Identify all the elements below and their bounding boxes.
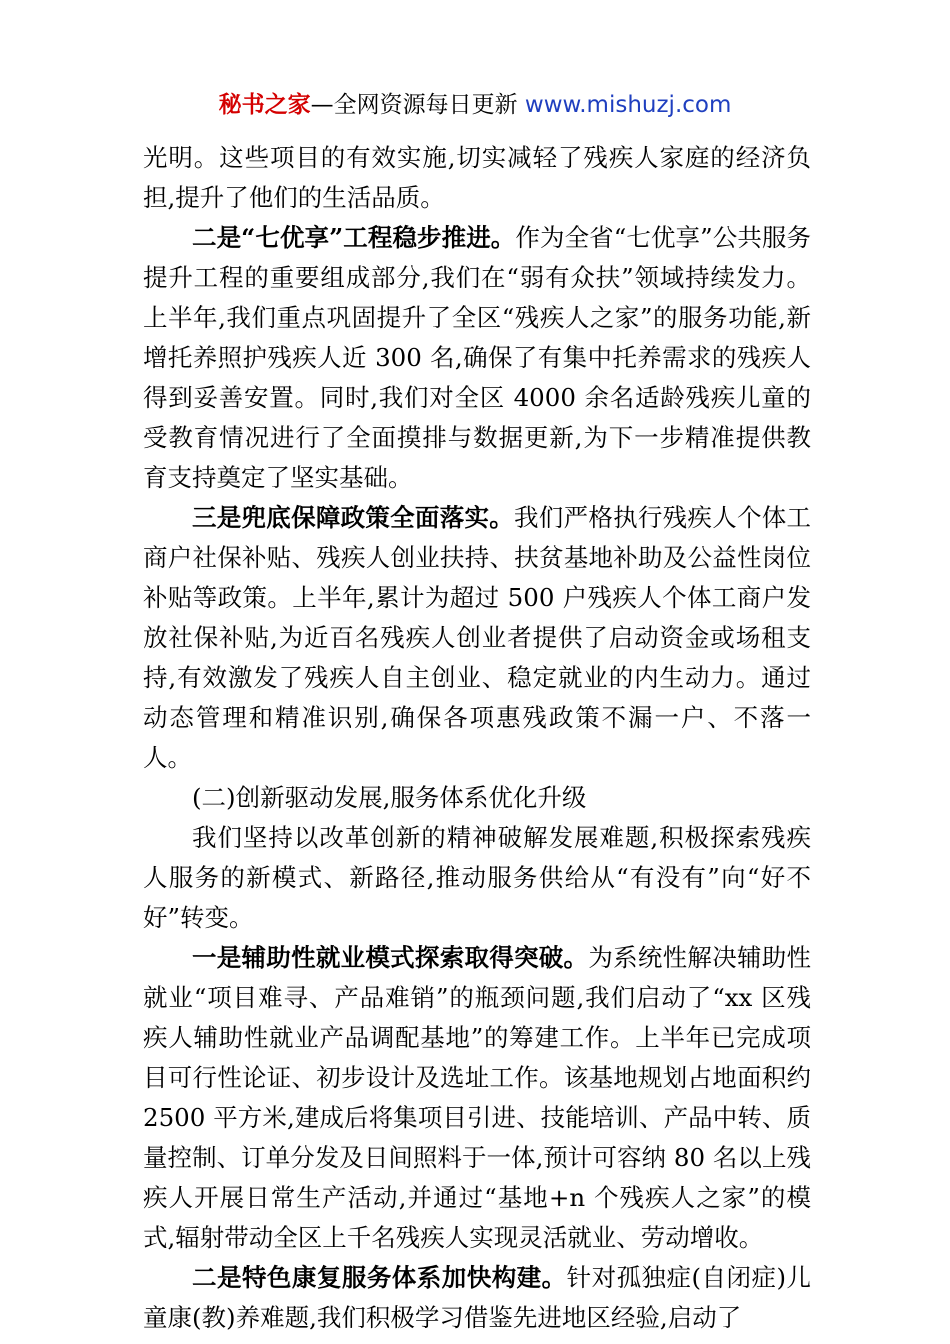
paragraph-lead: 二是“七优享”工程稳步推进。 <box>192 223 516 252</box>
paragraph-lead: 三是兜底保障政策全面落实。 <box>192 503 515 532</box>
paragraph-lead: 一是辅助性就业模式探索取得突破。 <box>192 943 589 972</box>
brand-name: 秘书之家 <box>218 92 311 118</box>
paragraph-text: 为系统性解决辅助性就业“项目难寻、产品难销”的瓶颈问题,我们启动了“xx 区残疾人辅助性就业产品调配基地”的筹建工作。上半年已完成项目可行性论证、初步设计及选址工作。该基地规划占地面积约 2500 平方米,建成后将集项目引进、技能培训、产品中转、质量控制、订单分发及日间照料于一体,预计可容纳 80 名以上残疾人开展日常生产活动,并通过“基地+n 个残疾人之家”的模式,辐射带动全区上千名残疾人实现灵活就业、劳动增收。 <box>143 943 812 1252</box>
paragraph-continuation: 光明。这些项目的有效实施,切实减轻了残疾人家庭的经济负担,提升了他们的生活品质。 <box>143 143 811 212</box>
paragraph-rehabilitation <box>143 1258 811 1338</box>
header-tagline: —全网资源每日更新 <box>310 92 525 118</box>
section-heading: (二)创新驱动发展,服务体系优化升级 <box>192 783 587 812</box>
page-header <box>0 88 950 122</box>
paragraph-lead: 二是特色康复服务体系加快构建。 <box>192 1263 567 1292</box>
paragraph-intro: 我们坚持以改革创新的精神破解发展难题,积极探索残疾人服务的新模式、新路径,推动服务供给从“有没有”向“好不好”转变。 <box>143 823 811 932</box>
site-link[interactable]: www.mishuzj.com <box>524 92 732 118</box>
paragraph-safety-net <box>143 498 811 778</box>
paragraph-supported-employment <box>143 938 811 1258</box>
document-body <box>143 138 811 1338</box>
paragraph-text: 我们严格执行残疾人个体工商户社保补贴、残疾人创业扶持、扶贫基地补助及公益性岗位补贴等政策。上半年,累计为超过 500 户残疾人个体工商户发放社保补贴,为近百名残疾人创业者提供了启动资金或场租支持,有效激发了残疾人自主创业、稳定就业的内生动力。通过动态管理和精准识别,确保各项惠残政策不漏一户、不落一人。 <box>143 503 812 772</box>
paragraph-text: 针对孤独症(自闭症)儿童康(教)养难题,我们积极学习借鉴先进地区经验,启动了 <box>143 1263 811 1332</box>
paragraph-text: 作为全省“七优享”公共服务提升工程的重要组成部分,我们在“弱有众扶”领域持续发力。上半年,我们重点巩固提升了全区“残疾人之家”的服务功能,新增托养照护残疾人近 300 名,确保了有集中托养需求的残疾人得到妥善安置。同时,我们对全区 4000 余名适龄残疾儿童的受教育情况进行了全面摸排与数据更新,为下一步精准提供教育支持奠定了坚实基础。 <box>143 223 811 492</box>
paragraph-seven-benefits <box>143 218 811 498</box>
